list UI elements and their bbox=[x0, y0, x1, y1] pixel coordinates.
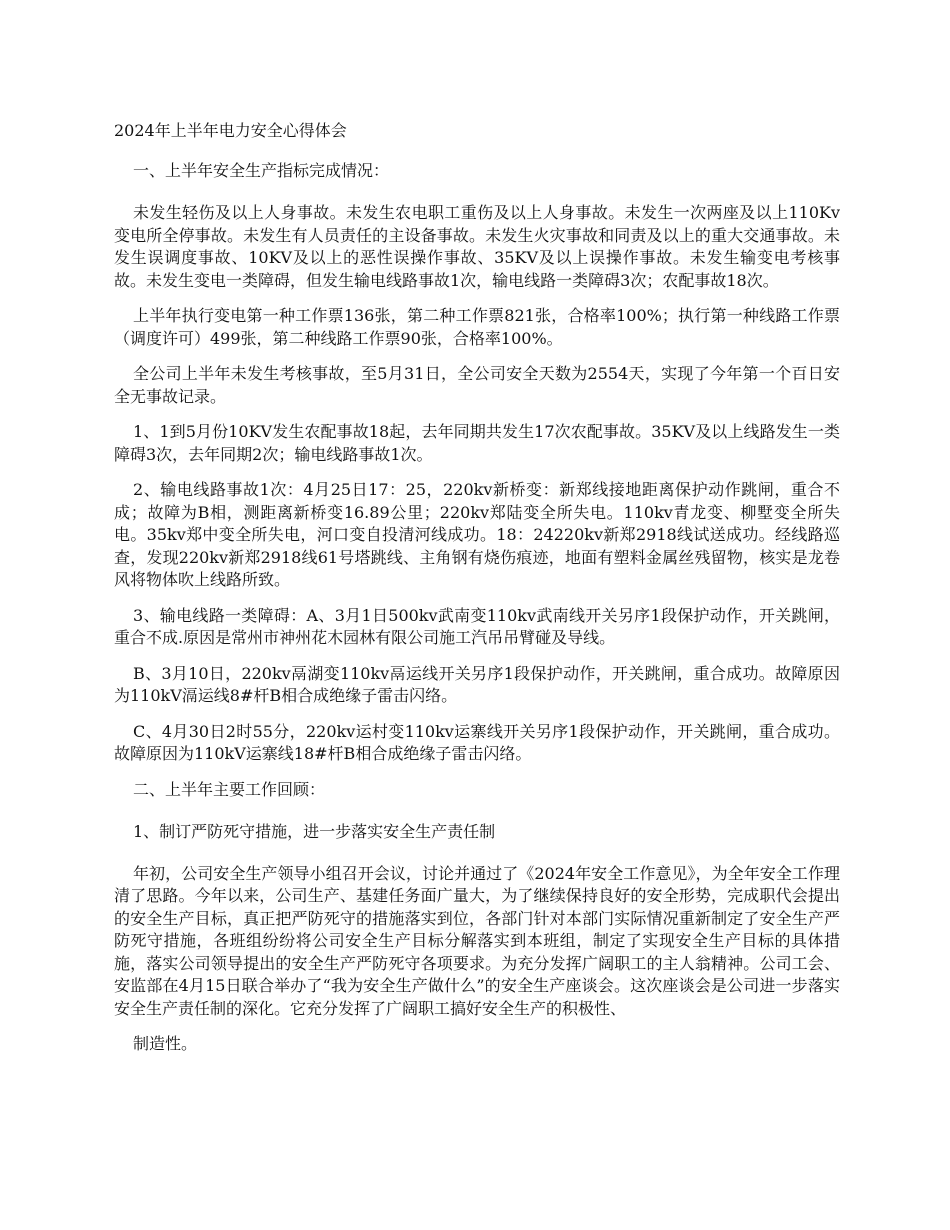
paragraph: 2、输电线路事故1次：4月25日17：25，220kv新桥变：新郑线接地距离保护动作跳闸，重合不成；故障为B相，测距离新桥变16.89公里；220kv郑陆变全所失电。110kv青龙变、柳墅变全所失电。35kv郑中变全所失电，河口变自投清河线成功。18：24220kv新郑2918线试送成功。经线路巡查，发现220kv新郑2918线61号塔跳线、主角钢有烧伤痕迹，地面有塑料金属丝残留物，核实是龙卷风将物体吹上线路所致。 bbox=[114, 480, 840, 589]
paragraph: 制造性。 bbox=[133, 1034, 198, 1053]
paragraph: 上半年执行变电第一种工作票136张，第二种工作票821张，合格率100%；执行第一种线路工作票（调度许可）499张，第二种线路工作票90张，合格率100%。 bbox=[114, 306, 840, 348]
document-page bbox=[114, 118, 840, 1069]
paragraph: 全公司上半年未发生考核事故，至5月31日，全公司安全天数为2554天，实现了今年第一个百日安全无事故记录。 bbox=[114, 364, 840, 406]
paragraph: 3、输电线路一类障碍：A、3月1日500kv武南变110kv武南线开关另序1段保护动作，开关跳闸，重合不成.原因是常州市神州花木园林有限公司施工汽吊吊臂碰及导线。 bbox=[114, 605, 840, 647]
paragraph: 年初，公司安全生产领导小组召开会议，讨论并通过了《2024年安全工作意见》，为全年安全工作理清了思路。今年以来，公司生产、基建任务面广量大，为了继续保持良好的安全形势，完成职代会提出的安全生产目标，真正把严防死守的措施落实到位，各部门针对本部门实际情况重新制定了安全生产严防死守措施，各班组纷纷将公司安全生产目标分解落实到本班组，制定了实现安全生产目标的具体措施，落实公司领导提出的安全生产严防死守各项要求。为充分发挥广阔职工的主人翁精神。公司工会、安监部在4月15日联合举办了“我为安全生产做什么”的安全生产座谈会。这次座谈会是公司进一步落实安全生产责任制的深化。它充分发挥了广阔职工搞好安全生产的积极性、 bbox=[114, 863, 840, 1018]
paragraph: C、4月30日2时55分，220kv运村变110kv运寨线开关另序1段保护动作，开关跳闸，重合成功。故障原因为110kV运寨线18#杆B相合成绝缘子雷击闪络。 bbox=[114, 721, 840, 763]
section-heading-1: 一、上半年安全生产指标完成情况： bbox=[133, 161, 390, 180]
paragraph: 未发生轻伤及以上人身事故。未发生农电职工重伤及以上人身事故。未发生一次两座及以上110Kv变电所全停事故。未发生有人员责任的主设备事故。未发生火灾事故和同责及以上的重大交通事故。未发生误调度事故、10KV及以上的恶性误操作事故、35KV及以上误操作事故。未发生输变电考核事故。未发生变电一类障碍，但发生输电线路事故1次，输电线路一类障碍3次；农配事故18次。 bbox=[114, 203, 840, 290]
paragraph: B、3月10日，220kv鬲湖变110kv鬲运线开关另序1段保护动作，开关跳闸，重合成功。故障原因为110kV滆运线8#杆B相合成绝缘子雷击闪络。 bbox=[114, 663, 840, 705]
section-heading-2: 二、上半年主要工作回顾： bbox=[133, 779, 326, 799]
paragraph: 1、1到5月份10KV发生农配事故18起，去年同期共发生17次农配事故。35KV及以上线路发生一类障碍3次，去年同期2次；输电线路事故1次。 bbox=[114, 422, 840, 464]
document-title: 2024年上半年电力安全心得体会 bbox=[114, 121, 347, 140]
subheading-1: 1、制订严防死守措施，进一步落实安全生产责任制 bbox=[133, 821, 496, 841]
